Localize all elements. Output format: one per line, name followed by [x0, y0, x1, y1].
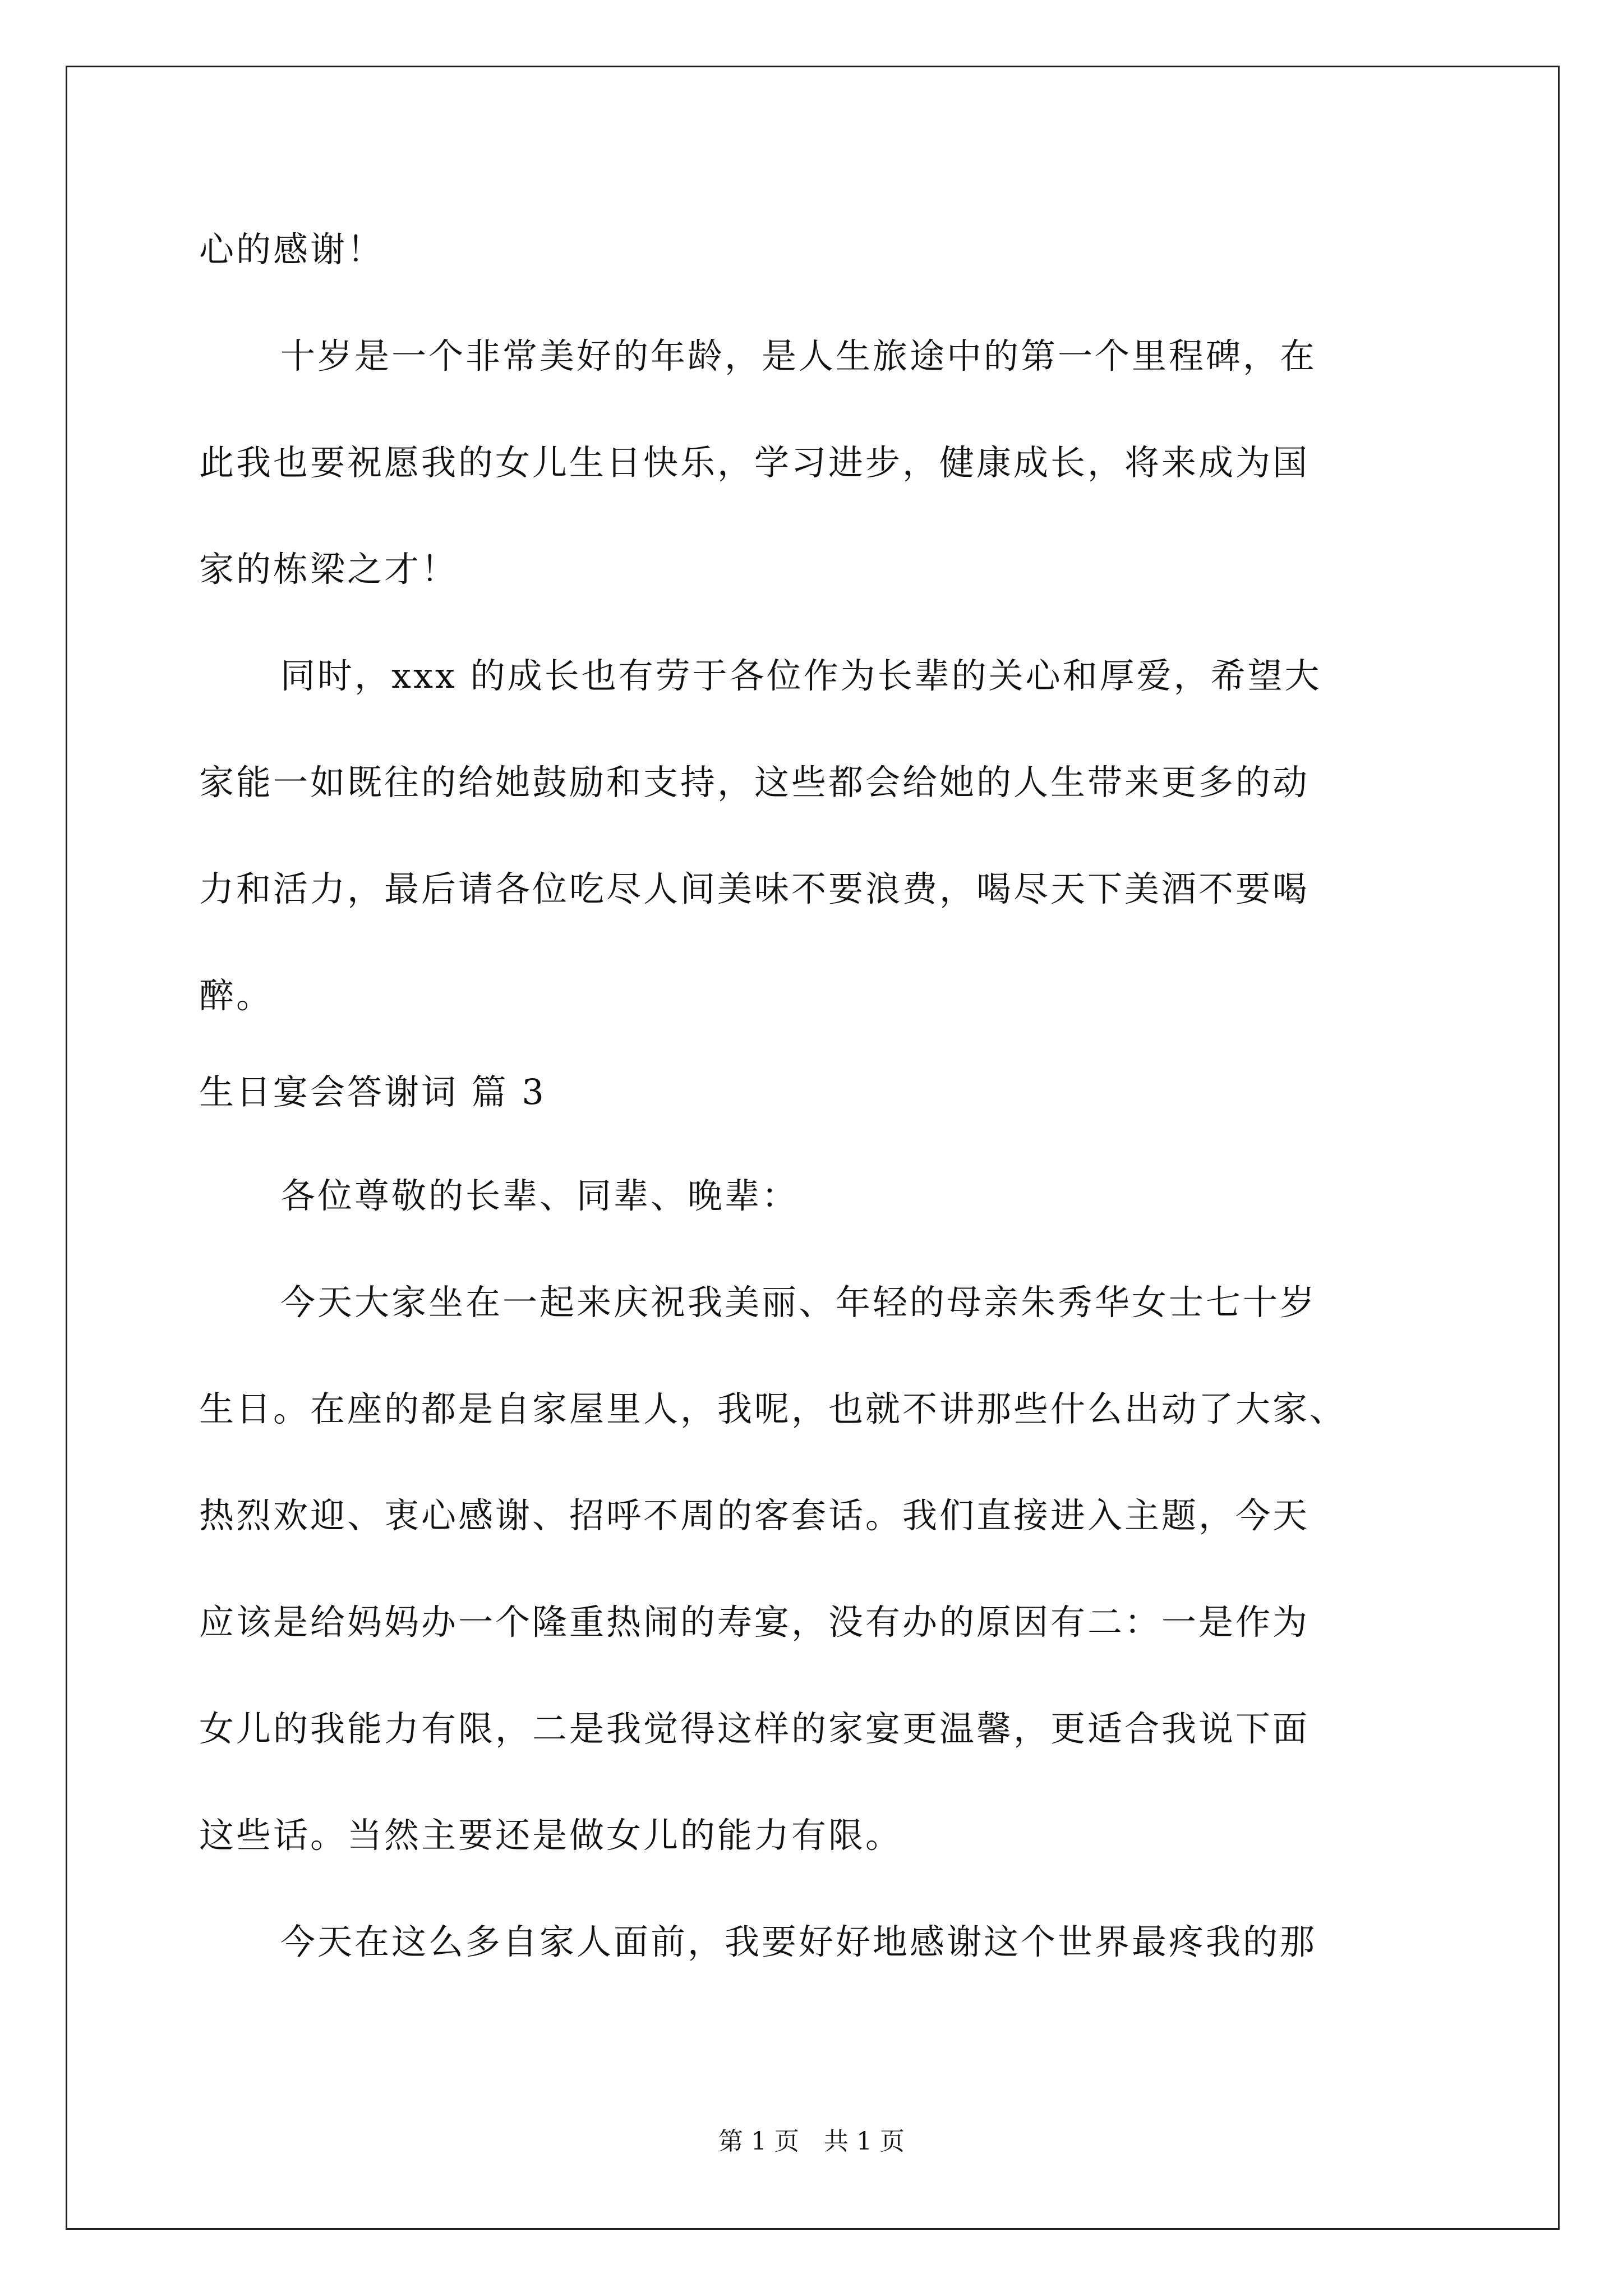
paragraph-line: 女儿的我能力有限，二是我觉得这样的家宴更温馨，更适合我说下面 [199, 1708, 1310, 1749]
page-footer: 第 1 页 共 1 页 [718, 2127, 905, 2156]
paragraph-line: 此我也要祝愿我的女儿生日快乐，学习进步，健康成长，将来成为国 [199, 442, 1310, 483]
paragraph-line: 应该是给妈妈办一个隆重热闹的寿宴，没有办的原因有二：一是作为 [199, 1602, 1310, 1642]
paragraph-line: 今天在这么多自家人面前，我要好好地感谢这个世界最疼我的那 [280, 1921, 1317, 1962]
paragraph-line: 醉。 [199, 975, 274, 1016]
section-heading: 生日宴会答谢词 篇 3 [199, 1071, 546, 1112]
paragraph-line: 家能一如既往的给她鼓励和支持，这些都会给她的人生带来更多的动 [199, 762, 1310, 803]
salutation-line: 各位尊敬的长辈、同辈、晚辈： [280, 1175, 799, 1216]
paragraph-line: 这些话。当然主要还是做女儿的能力有限。 [199, 1815, 903, 1856]
paragraph-line: 热烈欢迎、衷心感谢、招呼不周的客套话。我们直接进入主题，今天 [199, 1495, 1310, 1536]
paragraph-line: 同时，xxx 的成长也有劳于各位作为长辈的关心和厚爱，希望大 [280, 655, 1322, 696]
paragraph-line: 十岁是一个非常美好的年龄，是人生旅途中的第一个里程碑，在 [280, 335, 1317, 376]
page-border [66, 66, 1560, 2230]
paragraph-line: 今天大家坐在一起来庆祝我美丽、年轻的母亲朱秀华女士七十岁 [280, 1282, 1317, 1323]
paragraph-line: 力和活力，最后请各位吃尽人间美味不要浪费，喝尽天下美酒不要喝 [199, 868, 1310, 909]
paragraph-line: 生日。在座的都是自家屋里人，我呢，也就不讲那些什么出动了大家、 [199, 1388, 1347, 1429]
paragraph-line: 家的栋梁之才！ [199, 549, 459, 590]
paragraph-line: 心的感谢！ [199, 229, 385, 270]
